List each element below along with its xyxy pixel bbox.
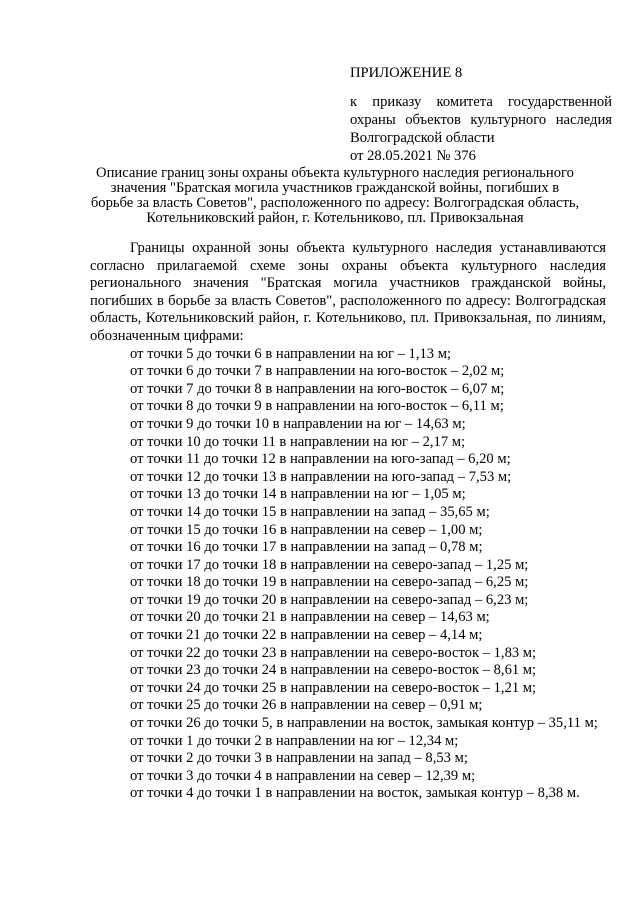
boundary-line: от точки 20 до точки 21 в направлении на север – 14,63 м; [130, 609, 490, 626]
boundary-line: от точки 22 до точки 23 в направлении на северо-восток – 1,83 м; [130, 644, 537, 661]
boundary-line: от точки 3 до точки 4 в направлении на север – 12,39 м; [130, 767, 476, 784]
boundary-line: от точки 7 до точки 8 в направлении на юго-восток – 6,07 м; [130, 380, 505, 397]
boundary-line: от точки 8 до точки 9 в направлении на юго-восток – 6,11 м; [130, 398, 504, 415]
boundary-line: от точки 23 до точки 24 в направлении на северо-восток – 8,61 м; [130, 662, 537, 679]
closing-line: от точки 26 до точки 5, в направлении на восток, замыкая контур – 35,11 м; [130, 715, 598, 732]
boundary-line: от точки 6 до точки 7 в направлении на юго-восток – 2,02 м; [130, 363, 505, 380]
document-body [90, 240, 606, 803]
document-title: Описание границ зоны охраны объекта культурного наследия регионального значения "Братская могила участников гражданской войны, погибших в борьбе за власть Советов", расположенного по адресу: Волгоградская область, Котельниковский район, г. Котельниково, пл. Привокзальная [90, 165, 580, 226]
boundary-line: от точки 15 до точки 16 в направлении на север – 1,00 м; [130, 521, 483, 538]
boundary-line: от точки 14 до точки 15 в направлении на запад – 35,65 м; [130, 503, 490, 520]
appendix-date: от 28.05.2021 № 376 [350, 148, 476, 164]
boundary-line: от точки 5 до точки 6 в направлении на юг – 1,13 м; [130, 345, 452, 362]
boundary-line: от точки 25 до точки 26 в направлении на север – 0,91 м; [130, 697, 483, 714]
boundary-line: от точки 12 до точки 13 в направлении на юго-запад – 7,53 м; [130, 468, 512, 485]
boundary-line: от точки 18 до точки 19 в направлении на северо-запад – 6,25 м; [130, 574, 529, 591]
boundary-line: от точки 1 до точки 2 в направлении на юг – 12,34 м; [130, 732, 459, 749]
boundary-line: от точки 16 до точки 17 в направлении на запад – 0,78 м; [130, 539, 483, 556]
intro-paragraph: Границы охранной зоны объекта культурного наследия устанавливаются согласно прилагаемой схеме зоны охраны объекта культурного наследия регионального значения "Братская могила участников гражданской войны, погибших в борьбе за власть Советов", расположенного по адресу: Волгоградская область, Котельниковский район, г. Котельниково, пл. Привокзальная, по линиям, обозначенным цифрами: [90, 240, 606, 344]
boundary-line: от точки 17 до точки 18 в направлении на северо-запад – 1,25 м; [130, 556, 529, 573]
boundary-line: от точки 21 до точки 22 в направлении на север – 4,14 м; [130, 627, 483, 644]
boundary-line: от точки 19 до точки 20 в направлении на северо-запад – 6,23 м; [130, 591, 529, 608]
boundary-line: от точки 13 до точки 14 в направлении на юг – 1,05 м; [130, 486, 466, 503]
appendix-title: ПРИЛОЖЕНИЕ 8 [350, 65, 463, 81]
boundary-line: от точки 9 до точки 10 в направлении на юг – 14,63 м; [130, 415, 466, 432]
boundary-line: от точки 24 до точки 25 в направлении на северо-восток – 1,21 м; [130, 679, 537, 696]
closing-line: от точки 4 до точки 1 в направлении на восток, замыкая контур – 8,38 м. [130, 785, 580, 802]
boundary-line: от точки 11 до точки 12 в направлении на юго-запад – 6,20 м; [130, 451, 511, 468]
boundary-line: от точки 10 до точки 11 в направлении на юг – 2,17 м; [130, 433, 466, 450]
boundary-line: от точки 2 до точки 3 в направлении на запад – 8,53 м; [130, 750, 468, 767]
appendix-order: к приказу комитета государственной охраны объектов культурного наследия Волгоградской области [350, 94, 612, 146]
